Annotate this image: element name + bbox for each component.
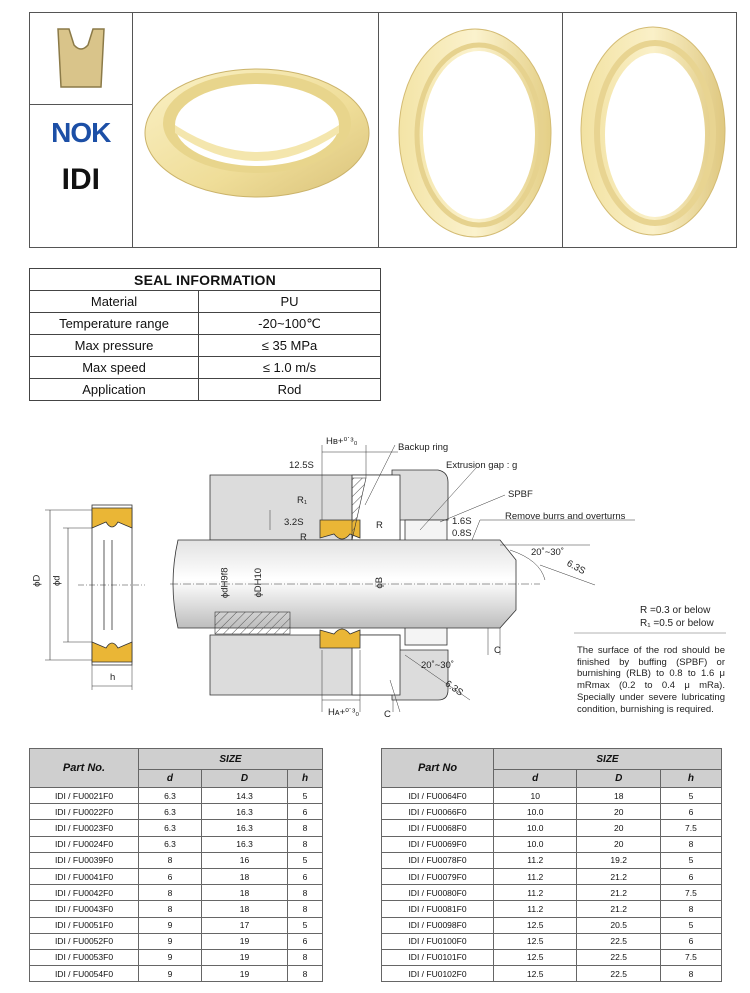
part-number-cell: IDI / FU0024F0 bbox=[30, 836, 139, 852]
d-cell: 11.2 bbox=[494, 901, 577, 917]
ring-photo-1 bbox=[133, 13, 379, 247]
h-cell: 8 bbox=[288, 901, 323, 917]
dim-12-5s: 12.5S bbox=[289, 460, 314, 471]
D-cell: 18 bbox=[201, 868, 287, 884]
h-cell: 5 bbox=[288, 852, 323, 868]
label-extrusion-gap: Extrusion gap : g bbox=[446, 460, 518, 471]
part-no-header: Part No bbox=[382, 749, 494, 788]
label-backup-ring: Backup ring bbox=[398, 442, 449, 453]
D-cell: 19.2 bbox=[577, 852, 660, 868]
dim-phi-d-h10: ϕDH10 bbox=[253, 567, 265, 598]
d-cell: 8 bbox=[139, 901, 202, 917]
table-row bbox=[30, 917, 323, 933]
d-cell: 6.3 bbox=[139, 804, 202, 820]
table-row bbox=[382, 868, 722, 884]
D-cell: 21.2 bbox=[577, 885, 660, 901]
part-number-cell: IDI / FU0079F0 bbox=[382, 868, 494, 884]
table-row bbox=[30, 933, 323, 949]
table-row bbox=[30, 966, 323, 982]
table-row bbox=[30, 836, 323, 852]
D-cell: 20 bbox=[577, 820, 660, 836]
table-row bbox=[30, 949, 323, 965]
table-row bbox=[382, 901, 722, 917]
part-number-cell: IDI / FU0023F0 bbox=[30, 820, 139, 836]
seal-info-label: Application bbox=[30, 379, 199, 401]
part-number-cell: IDI / FU0081F0 bbox=[382, 901, 494, 917]
label-remove-burrs: Remove burrs and overturns bbox=[505, 511, 626, 522]
h-cell: 8 bbox=[660, 966, 721, 982]
d-cell: 11.2 bbox=[494, 885, 577, 901]
label-r1: R₁ bbox=[297, 495, 308, 506]
h-cell: 8 bbox=[288, 836, 323, 852]
table-row bbox=[382, 933, 722, 949]
brand-logo: NOK bbox=[51, 117, 111, 148]
label-r: R bbox=[376, 520, 383, 531]
table-row bbox=[382, 949, 722, 965]
dim-h: h bbox=[110, 672, 116, 683]
seal-info-value: ≤ 35 MPa bbox=[199, 335, 381, 357]
label-r-lower: R bbox=[300, 532, 307, 543]
dim-phi-b: ϕB bbox=[374, 576, 386, 589]
part-number-cell: IDI / FU0069F0 bbox=[382, 836, 494, 852]
table-row bbox=[382, 852, 722, 868]
ring-photo-3 bbox=[563, 13, 736, 247]
d-cell: 10.0 bbox=[494, 836, 577, 852]
dim-angle-upper: 20˚~30˚ bbox=[531, 547, 565, 558]
dim-ha: Hᴀ+⁰˙³₀ bbox=[328, 707, 360, 718]
logo-cell bbox=[30, 13, 133, 247]
d-cell: 6 bbox=[139, 868, 202, 884]
dim-c-right: C bbox=[494, 645, 501, 656]
d-cell: 6.3 bbox=[139, 788, 202, 804]
h-cell: 8 bbox=[288, 820, 323, 836]
col-h: h bbox=[660, 770, 721, 788]
col-D: D bbox=[577, 770, 660, 788]
size-header: SIZE bbox=[494, 749, 722, 770]
part-no-header: Part No. bbox=[30, 749, 139, 788]
part-number-cell: IDI / FU0100F0 bbox=[382, 933, 494, 949]
d-cell: 6.3 bbox=[139, 820, 202, 836]
part-number-cell: IDI / FU0021F0 bbox=[30, 788, 139, 804]
d-cell: 12.5 bbox=[494, 917, 577, 933]
h-cell: 7.5 bbox=[660, 820, 721, 836]
product-header bbox=[29, 12, 737, 248]
h-cell: 5 bbox=[660, 917, 721, 933]
part-number-cell: IDI / FU0068F0 bbox=[382, 820, 494, 836]
part-number-cell: IDI / FU0042F0 bbox=[30, 885, 139, 901]
dim-6-3s-upper: 6.3S bbox=[564, 558, 588, 577]
r-note-1: R =0.3 or below bbox=[640, 605, 711, 616]
d-cell: 10.0 bbox=[494, 820, 577, 836]
part-number-cell: IDI / FU0080F0 bbox=[382, 885, 494, 901]
part-number-cell: IDI / FU0052F0 bbox=[30, 933, 139, 949]
product-name: IDI bbox=[61, 163, 100, 196]
D-cell: 18 bbox=[577, 788, 660, 804]
D-cell: 17 bbox=[201, 917, 287, 933]
size-table-left bbox=[29, 748, 323, 982]
part-number-cell: IDI / FU0041F0 bbox=[30, 868, 139, 884]
seal-info-label: Max speed bbox=[30, 357, 199, 379]
label-spbf: SPBF bbox=[508, 489, 533, 500]
r-note-2: R₁ =0.5 or below bbox=[640, 618, 714, 629]
d-cell: 8 bbox=[139, 885, 202, 901]
part-number-cell: IDI / FU0098F0 bbox=[382, 917, 494, 933]
seal-information-table bbox=[29, 268, 381, 401]
d-cell: 12.5 bbox=[494, 949, 577, 965]
d-cell: 9 bbox=[139, 917, 202, 933]
seal-info-label: Material bbox=[30, 291, 199, 313]
d-cell: 9 bbox=[139, 949, 202, 965]
size-table-right bbox=[381, 748, 722, 982]
table-row bbox=[30, 788, 323, 804]
rod-surface-note: The surface of the rod should be finished by buffing (SPBF) or burnishing (RLB) to 0.8 to 1.6 μ mRmax (0.2 to 0.4 μ mRa). Specially under severe lubricating condition, burnishing is required. bbox=[577, 645, 725, 715]
d-cell: 6.3 bbox=[139, 836, 202, 852]
h-cell: 5 bbox=[288, 788, 323, 804]
seal-info-value: PU bbox=[199, 291, 381, 313]
table-row bbox=[30, 885, 323, 901]
h-cell: 6 bbox=[288, 868, 323, 884]
table-row bbox=[382, 966, 722, 982]
d-cell: 8 bbox=[139, 852, 202, 868]
D-cell: 16.3 bbox=[201, 836, 287, 852]
D-cell: 18 bbox=[201, 901, 287, 917]
dim-hb: Hʙ+⁰˙³₀ bbox=[326, 436, 358, 447]
D-cell: 21.2 bbox=[577, 868, 660, 884]
D-cell: 22.5 bbox=[577, 966, 660, 982]
seal-info-value: Rod bbox=[199, 379, 381, 401]
h-cell: 8 bbox=[660, 836, 721, 852]
D-cell: 16 bbox=[201, 852, 287, 868]
part-number-cell: IDI / FU0043F0 bbox=[30, 901, 139, 917]
D-cell: 22.5 bbox=[577, 933, 660, 949]
h-cell: 6 bbox=[660, 804, 721, 820]
h-cell: 6 bbox=[288, 933, 323, 949]
dim-0-8s: 0.8S bbox=[452, 528, 472, 539]
table-row bbox=[382, 820, 722, 836]
dim-phi-d: ϕd bbox=[51, 575, 63, 587]
D-cell: 19 bbox=[201, 933, 287, 949]
h-cell: 8 bbox=[288, 966, 323, 982]
dim-phi-D: ϕD bbox=[31, 574, 43, 587]
part-number-cell: IDI / FU0078F0 bbox=[382, 852, 494, 868]
D-cell: 18 bbox=[201, 885, 287, 901]
d-cell: 11.2 bbox=[494, 868, 577, 884]
seal-info-label: Max pressure bbox=[30, 335, 199, 357]
D-cell: 20 bbox=[577, 804, 660, 820]
D-cell: 19 bbox=[201, 949, 287, 965]
col-D: D bbox=[201, 770, 287, 788]
logo-divider bbox=[30, 104, 132, 105]
D-cell: 16.3 bbox=[201, 820, 287, 836]
d-cell: 9 bbox=[139, 933, 202, 949]
h-cell: 8 bbox=[288, 949, 323, 965]
table-row bbox=[382, 836, 722, 852]
dim-3-2s: 3.2S bbox=[284, 517, 304, 528]
d-cell: 11.2 bbox=[494, 852, 577, 868]
D-cell: 20.5 bbox=[577, 917, 660, 933]
table-row bbox=[382, 804, 722, 820]
dim-c-lower: C bbox=[384, 709, 391, 720]
table-row bbox=[30, 901, 323, 917]
col-d: d bbox=[494, 770, 577, 788]
D-cell: 14.3 bbox=[201, 788, 287, 804]
h-cell: 8 bbox=[288, 885, 323, 901]
table-row bbox=[30, 852, 323, 868]
d-cell: 10 bbox=[494, 788, 577, 804]
d-cell: 12.5 bbox=[494, 933, 577, 949]
seal-info-title: SEAL INFORMATION bbox=[30, 269, 381, 291]
part-number-cell: IDI / FU0051F0 bbox=[30, 917, 139, 933]
dim-angle-lower: 20˚~30˚ bbox=[421, 660, 455, 671]
D-cell: 20 bbox=[577, 836, 660, 852]
part-number-cell: IDI / FU0053F0 bbox=[30, 949, 139, 965]
part-number-cell: IDI / FU0039F0 bbox=[30, 852, 139, 868]
size-header: SIZE bbox=[139, 749, 323, 770]
table-row bbox=[30, 868, 323, 884]
dim-6-3s-lower: 6.3S bbox=[442, 678, 466, 699]
d-cell: 10.0 bbox=[494, 804, 577, 820]
h-cell: 6 bbox=[288, 804, 323, 820]
table-row bbox=[382, 788, 722, 804]
part-number-cell: IDI / FU0102F0 bbox=[382, 966, 494, 982]
d-cell: 12.5 bbox=[494, 966, 577, 982]
D-cell: 22.5 bbox=[577, 949, 660, 965]
col-h: h bbox=[288, 770, 323, 788]
seal-info-value: ≤ 1.0 m/s bbox=[199, 357, 381, 379]
part-number-cell: IDI / FU0066F0 bbox=[382, 804, 494, 820]
table-row bbox=[382, 885, 722, 901]
h-cell: 7.5 bbox=[660, 949, 721, 965]
part-number-cell: IDI / FU0022F0 bbox=[30, 804, 139, 820]
table-row bbox=[382, 917, 722, 933]
h-cell: 8 bbox=[660, 901, 721, 917]
table-row bbox=[30, 804, 323, 820]
h-cell: 7.5 bbox=[660, 885, 721, 901]
D-cell: 16.3 bbox=[201, 804, 287, 820]
h-cell: 6 bbox=[660, 868, 721, 884]
dim-1-6s: 1.6S bbox=[452, 516, 472, 527]
h-cell: 5 bbox=[660, 852, 721, 868]
part-number-cell: IDI / FU0054F0 bbox=[30, 966, 139, 982]
table-row bbox=[30, 820, 323, 836]
h-cell: 6 bbox=[660, 933, 721, 949]
part-number-cell: IDI / FU0101F0 bbox=[382, 949, 494, 965]
ring-photo-2 bbox=[379, 13, 563, 247]
h-cell: 5 bbox=[288, 917, 323, 933]
h-cell: 5 bbox=[660, 788, 721, 804]
part-number-cell: IDI / FU0064F0 bbox=[382, 788, 494, 804]
d-cell: 9 bbox=[139, 966, 202, 982]
dim-phi-d-h9f8: ϕdH9f8 bbox=[219, 567, 231, 599]
seal-info-label: Temperature range bbox=[30, 313, 199, 335]
D-cell: 19 bbox=[201, 966, 287, 982]
D-cell: 21.2 bbox=[577, 901, 660, 917]
col-d: d bbox=[139, 770, 202, 788]
seal-profile-icon bbox=[54, 23, 108, 93]
seal-section-view bbox=[45, 505, 145, 690]
seal-info-value: -20~100℃ bbox=[199, 313, 381, 335]
